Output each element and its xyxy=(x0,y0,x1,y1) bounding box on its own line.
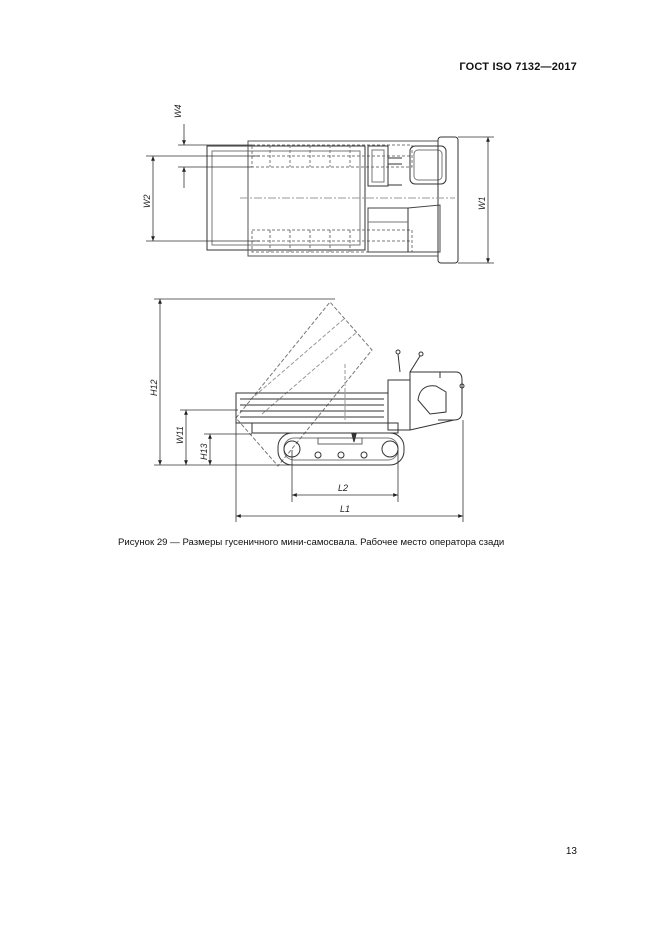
chassis-frame xyxy=(252,423,398,433)
operator-frame-inner xyxy=(372,150,384,182)
platform-step xyxy=(410,420,454,430)
label-l2: L2 xyxy=(338,483,349,493)
label-l1: L1 xyxy=(340,504,351,514)
carrier-roller xyxy=(352,434,356,442)
label-w1: W1 xyxy=(477,196,487,210)
operator-frame xyxy=(368,146,388,186)
seat xyxy=(410,146,446,184)
label-w2: W2 xyxy=(142,194,152,208)
lever-knob-1 xyxy=(396,350,400,354)
document-header: ГОСТ ISO 7132—2017 xyxy=(459,61,577,73)
page-number: 13 xyxy=(565,846,577,857)
engine-cover xyxy=(368,205,440,252)
rear-guard xyxy=(438,137,458,263)
road-wheel-2 xyxy=(338,452,344,458)
label-w4: W4 xyxy=(173,104,183,118)
raised-dump-body xyxy=(236,302,372,466)
track-inner xyxy=(284,438,398,460)
road-wheel-1 xyxy=(315,452,321,458)
seat-side xyxy=(418,386,446,414)
track-frame xyxy=(318,438,362,444)
dump-body-side xyxy=(236,393,388,423)
control-lever-1 xyxy=(398,354,400,372)
label-h13: H13 xyxy=(199,443,209,460)
control-lever-2 xyxy=(410,356,420,372)
operator-frame-side xyxy=(410,372,440,430)
figure-caption: Рисунок 29 — Размеры гусеничного мини-самосвала. Рабочее место оператора сзади xyxy=(118,537,505,548)
label-h12: H12 xyxy=(149,379,159,396)
label-w11: W11 xyxy=(175,426,185,444)
lever-knob-2 xyxy=(419,352,423,356)
side-view-drawing xyxy=(236,302,464,466)
idler-wheel xyxy=(382,441,398,457)
road-wheel-3 xyxy=(361,452,367,458)
raised-body-rail-2 xyxy=(262,332,357,414)
raised-body-rail-1 xyxy=(250,318,345,400)
